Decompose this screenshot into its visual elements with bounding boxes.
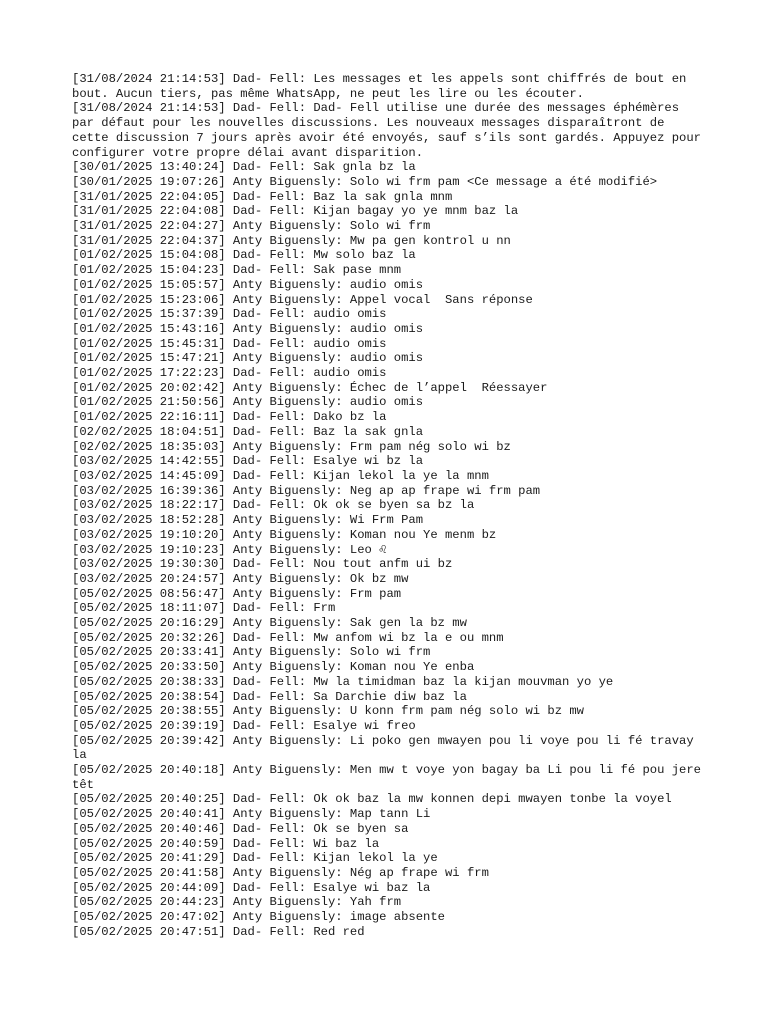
chat-line: [05/02/2025 08:56:47] Anty Biguensly: Frm pam — [72, 586, 402, 601]
chat-line: [02/02/2025 18:04:51] Dad- Fell: Baz la sak gnla — [72, 424, 424, 439]
chat-line: [01/02/2025 15:05:57] Anty Biguensly: audio omis — [72, 277, 424, 292]
chat-line: [03/02/2025 14:45:09] Dad- Fell: Kijan lekol la ye la mnm — [72, 468, 489, 483]
chat-line: [31/01/2025 22:04:27] Anty Biguensly: Solo wi frm — [72, 219, 431, 234]
chat-line: [03/02/2025 14:42:55] Dad- Fell: Esalye wi bz la — [72, 454, 424, 469]
chat-line: [05/02/2025 20:33:50] Anty Biguensly: Koman nou Ye enba — [72, 660, 475, 675]
chat-line: [05/02/2025 20:16:29] Anty Biguensly: Sak gen la bz mw — [72, 616, 467, 631]
chat-line: [01/02/2025 15:04:23] Dad- Fell: Sak pase mnm — [72, 263, 402, 278]
chat-line: [05/02/2025 20:40:41] Anty Biguensly: Map tann Li — [72, 807, 431, 822]
chat-line: [03/02/2025 20:24:57] Anty Biguensly: Ok bz mw — [72, 571, 409, 586]
chat-line: [05/02/2025 20:32:26] Dad- Fell: Mw anfom wi bz la e ou mnm — [72, 630, 504, 645]
chat-line: [03/02/2025 18:22:17] Dad- Fell: Ok ok se byen sa bz la — [72, 498, 475, 513]
chat-line: [31/01/2025 22:04:05] Dad- Fell: Baz la sak gnla mnm — [72, 189, 453, 204]
chat-line: [01/02/2025 15:37:39] Dad- Fell: audio omis — [72, 307, 387, 322]
chat-line: [05/02/2025 18:11:07] Dad- Fell: Frm — [72, 601, 336, 616]
chat-line: [05/02/2025 20:47:02] Anty Biguensly: image absente — [72, 910, 445, 925]
chat-line: [05/02/2025 20:39:19] Dad- Fell: Esalye wi freo — [72, 718, 416, 733]
chat-line: [01/02/2025 21:50:56] Anty Biguensly: audio omis — [72, 395, 424, 410]
chat-line: [05/02/2025 20:47:51] Dad- Fell: Red red — [72, 924, 365, 939]
chat-line: [01/02/2025 15:23:06] Anty Biguensly: Appel vocal Sans réponse — [72, 292, 533, 307]
chat-line: [01/02/2025 15:45:31] Dad- Fell: audio omis — [72, 336, 387, 351]
chat-line: [05/02/2025 20:38:54] Dad- Fell: Sa Darchie diw baz la — [72, 689, 467, 704]
chat-line: [03/02/2025 16:39:36] Anty Biguensly: Neg ap ap frape wi frm pam — [72, 483, 541, 498]
chat-line: [05/02/2025 20:38:33] Dad- Fell: Mw la timidman baz la kijan mouvman yo ye — [72, 674, 614, 689]
chat-line: [03/02/2025 18:52:28] Anty Biguensly: Wi Frm Pam — [72, 513, 424, 528]
chat-line: [05/02/2025 20:44:09] Dad- Fell: Esalye wi baz la — [72, 880, 431, 895]
chat-line: [05/02/2025 20:44:23] Anty Biguensly: Yah frm — [72, 895, 402, 910]
chat-line: [31/01/2025 22:04:08] Dad- Fell: Kijan bagay yo ye mnm baz la — [72, 204, 519, 219]
chat-line: [30/01/2025 19:07:26] Anty Biguensly: Solo wi frm pam <Ce message a été modifié> — [72, 174, 658, 189]
chat-line: [31/08/2024 21:14:53] Dad- Fell: Les messages et les appels sont chiffrés de bout en bout. Aucun tiers, pas même WhatsApp, ne peut les lire ou les écouter. — [72, 72, 694, 101]
chat-line: [03/02/2025 19:10:20] Anty Biguensly: Koman nou Ye menm bz — [72, 527, 497, 542]
chat-line: [05/02/2025 20:40:46] Dad- Fell: Ok se byen sa — [72, 821, 409, 836]
chat-line: [05/02/2025 20:40:18] Anty Biguensly: Men mw t voye yon bagay ba Li pou li fé pou jere têt — [72, 763, 709, 792]
chat-line: [01/02/2025 15:47:21] Anty Biguensly: audio omis — [72, 351, 424, 366]
chat-export-log — [72, 72, 709, 939]
chat-line: [01/02/2025 15:43:16] Anty Biguensly: audio omis — [72, 321, 424, 336]
chat-line: [01/02/2025 15:04:08] Dad- Fell: Mw solo baz la — [72, 248, 416, 263]
chat-line: [05/02/2025 20:33:41] Anty Biguensly: Solo wi frm — [72, 645, 431, 660]
chat-line: [01/02/2025 17:22:23] Dad- Fell: audio omis — [72, 366, 387, 381]
chat-line: [03/02/2025 19:10:23] Anty Biguensly: Leo ♌ — [72, 542, 387, 557]
chat-line: [30/01/2025 13:40:24] Dad- Fell: Sak gnla bz la — [72, 160, 416, 175]
chat-line: [05/02/2025 20:41:29] Dad- Fell: Kijan lekol la ye — [72, 851, 438, 866]
chat-line: [05/02/2025 20:40:25] Dad- Fell: Ok ok baz la mw konnen depi mwayen tonbe la voyel — [72, 792, 672, 807]
chat-line: [03/02/2025 19:30:30] Dad- Fell: Nou tout anfm ui bz — [72, 557, 453, 572]
chat-line: [31/08/2024 21:14:53] Dad- Fell: Dad- Fell utilise une durée des messages éphémères par défaut pour les nouvelles discussions. Les nouveaux messages disparaîtront de cette discussion 7 jours après avoir été envoyés, sauf s’ils sont gardés. Appuyez pour configurer votre propre délai avant disparition. — [72, 101, 709, 160]
chat-line: [05/02/2025 20:40:59] Dad- Fell: Wi baz la — [72, 836, 380, 851]
chat-line: [31/01/2025 22:04:37] Anty Biguensly: Mw pa gen kontrol u nn — [72, 233, 511, 248]
chat-line: [01/02/2025 22:16:11] Dad- Fell: Dako bz la — [72, 410, 387, 425]
chat-line: [05/02/2025 20:38:55] Anty Biguensly: U konn frm pam nég solo wi bz mw — [72, 704, 584, 719]
chat-line: [05/02/2025 20:39:42] Anty Biguensly: Li poko gen mwayen pou li voye pou li fé travay la — [72, 733, 701, 763]
chat-line: [02/02/2025 18:35:03] Anty Biguensly: Frm pam nég solo wi bz — [72, 439, 511, 454]
chat-line: [05/02/2025 20:41:58] Anty Biguensly: Nég ap frape wi frm — [72, 865, 489, 880]
chat-line: [01/02/2025 20:02:42] Anty Biguensly: Échec de l’appel Réessayer — [72, 380, 548, 395]
